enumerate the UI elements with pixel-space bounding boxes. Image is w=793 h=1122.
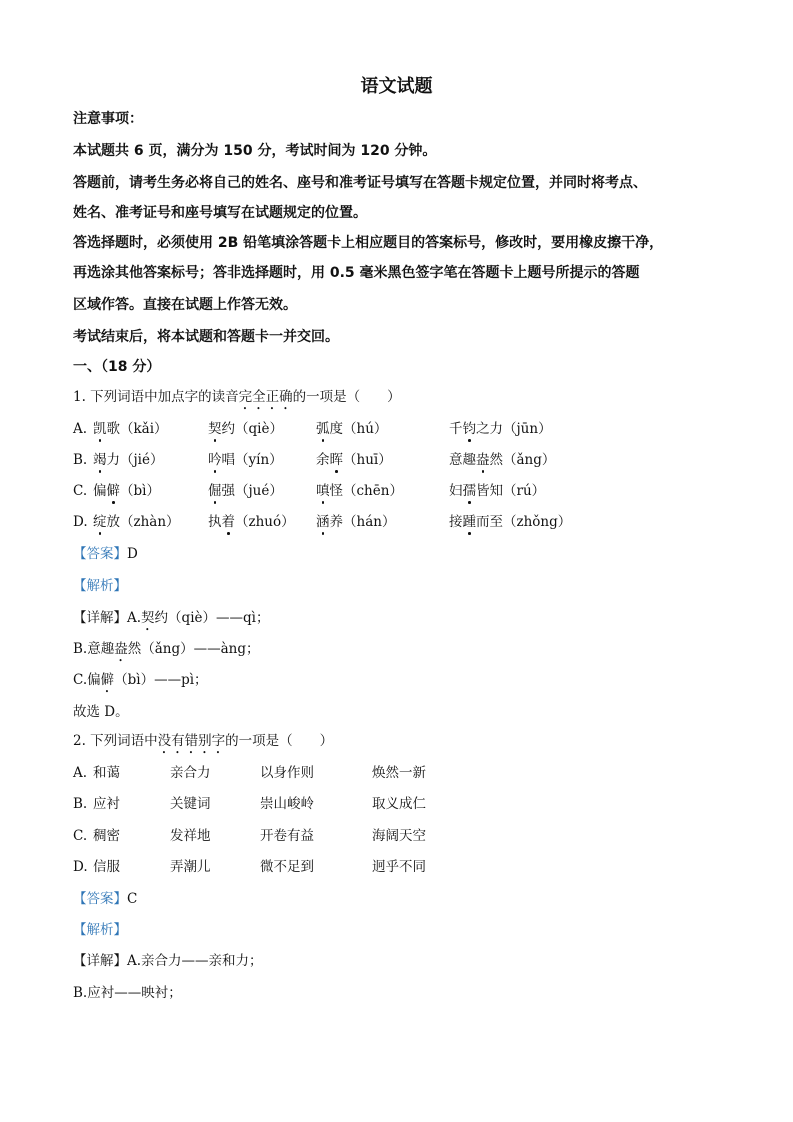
option-item: 迥乎不同 xyxy=(372,859,426,875)
pinyin: （hú） xyxy=(343,421,388,437)
word-wrap xyxy=(316,513,343,531)
notes-heading: 注意事项： xyxy=(73,111,143,127)
q2-detail-line xyxy=(73,984,182,1002)
q1-stem xyxy=(73,388,401,413)
emphasis-dot xyxy=(99,439,102,442)
word-wrap xyxy=(449,451,503,469)
pinyin: （rú） xyxy=(503,483,546,499)
option-item xyxy=(316,451,392,469)
option-label: A. xyxy=(73,765,88,781)
pinyin: （jūn） xyxy=(503,421,552,437)
option-word: 偏僻 xyxy=(93,483,120,499)
answer-tag: 【答案】 xyxy=(73,546,127,562)
option-word: 凯歌 xyxy=(93,421,120,437)
option-word: 千钧之力 xyxy=(449,421,503,437)
option-label: C. xyxy=(73,483,88,499)
option-word: 竭力 xyxy=(93,452,120,468)
option-item: 弄潮儿 xyxy=(170,859,211,875)
note-line: 姓名、准考证号和座号填写在试题规定的位置。 xyxy=(73,205,367,221)
option-item: 亲合力 xyxy=(170,765,211,781)
answer-value: D xyxy=(127,546,138,562)
option-label: A. xyxy=(73,421,88,437)
q2-answer xyxy=(73,890,137,908)
option-word: 绽放 xyxy=(93,514,120,530)
option-item xyxy=(208,482,283,500)
option-item: 焕然一新 xyxy=(372,765,426,781)
option-item: 以身作则 xyxy=(260,765,314,781)
option-item xyxy=(208,451,283,469)
q2-stem xyxy=(73,732,333,757)
option-word: 弧度 xyxy=(316,421,343,437)
option-item xyxy=(93,451,164,469)
option-label: B. xyxy=(73,796,88,812)
answer-tag: 【答案】 xyxy=(73,891,127,907)
emphasis-dot xyxy=(468,532,471,535)
option-item: 取义成仁 xyxy=(372,796,426,812)
option-item xyxy=(316,482,403,500)
word-wrap xyxy=(208,420,235,438)
pinyin: （jué） xyxy=(235,483,283,499)
word-wrap xyxy=(208,482,235,500)
note-line: 再选涂其他答案标号；答非选择题时，用 0.5 毫米黑色签字笔在答题卡上题号所提示的答题 xyxy=(73,265,640,281)
text-run: 【详解】A.亲合力——亲和力； xyxy=(73,953,263,969)
option-word: 接踵而至 xyxy=(449,514,503,530)
option-label: D. xyxy=(73,859,88,875)
option-item xyxy=(93,513,180,531)
option-item: 海阔天空 xyxy=(372,828,426,844)
pinyin: （yín） xyxy=(235,452,283,468)
option-item xyxy=(449,420,552,438)
emphasis-dot xyxy=(322,501,325,504)
page-title: 语文试题 xyxy=(360,76,433,97)
q1-answer xyxy=(73,545,138,563)
option-item: 崇山峻岭 xyxy=(260,796,314,812)
emphasis-dot xyxy=(99,470,102,473)
text-run: 然（ǎng）——àng； xyxy=(127,641,260,657)
option-word: 嗔怪 xyxy=(316,483,343,499)
word-wrap xyxy=(316,420,343,438)
option-item: 关键词 xyxy=(170,796,211,812)
word-wrap xyxy=(449,420,503,438)
emphasis-dot xyxy=(99,532,102,535)
pinyin: （jié） xyxy=(120,452,164,468)
emphasized-text: 完全正确 xyxy=(238,389,293,405)
pinyin: （chēn） xyxy=(343,483,403,499)
text-run: 约（qiè）——qì； xyxy=(154,610,270,626)
answer-value: C xyxy=(127,891,138,907)
q2-analysis-tag: 【解析】 xyxy=(73,922,127,938)
q1-detail-line xyxy=(73,640,260,665)
pinyin: （hán） xyxy=(343,514,396,530)
text-run: C.偏 xyxy=(73,672,101,688)
emphasis-dot xyxy=(468,501,471,504)
word-wrap xyxy=(316,451,343,469)
text-run: 故选 D。 xyxy=(73,704,129,720)
note-line: 答选择题时，必须使用 2B 铅笔填涂答题卡上相应题目的答案标号，修改时，要用橡皮擦干净， xyxy=(73,235,664,251)
option-item: 应衬 xyxy=(93,796,120,812)
emphasized-text: 契 xyxy=(141,610,155,626)
emphasis-dot xyxy=(214,501,217,504)
emphasis-dot xyxy=(227,532,230,535)
option-item: 微不足到 xyxy=(260,859,314,875)
option-item: 信服 xyxy=(93,859,120,875)
text-run: 【详解】A. xyxy=(73,610,142,626)
q1-detail-line xyxy=(73,609,269,634)
option-item xyxy=(93,420,168,438)
option-word: 妇孺皆知 xyxy=(449,483,503,499)
option-word: 吟唱 xyxy=(208,452,235,468)
word-wrap xyxy=(93,420,120,438)
word-wrap xyxy=(449,513,503,531)
emphasis-dot xyxy=(482,470,485,473)
emphasis-dot xyxy=(322,532,325,535)
option-item xyxy=(93,482,160,500)
option-item xyxy=(208,513,295,531)
option-item xyxy=(208,420,283,438)
pinyin: （huī） xyxy=(343,452,392,468)
option-item xyxy=(316,420,387,438)
emphasis-dot xyxy=(214,470,217,473)
q2-detail-line xyxy=(73,952,263,970)
q1-detail-line xyxy=(73,671,208,696)
pinyin: （kǎi） xyxy=(120,421,168,437)
word-wrap xyxy=(93,513,120,531)
word-wrap xyxy=(449,482,503,500)
text-run: 的一项是（ ） xyxy=(225,733,334,749)
q1-detail-line xyxy=(73,703,129,721)
emphasis-dot xyxy=(468,439,471,442)
text-run: B.意趣 xyxy=(73,641,115,657)
pinyin: （zhǒng） xyxy=(503,514,572,530)
pinyin: （zhuó） xyxy=(235,514,295,530)
option-word: 涵养 xyxy=(316,514,343,530)
word-wrap xyxy=(208,451,235,469)
pinyin: （bì） xyxy=(120,483,160,499)
option-item: 和蔼 xyxy=(93,765,120,781)
note-line: 考试结束后，将本试题和答题卡一并交回。 xyxy=(73,329,339,345)
option-item: 发祥地 xyxy=(170,828,211,844)
word-wrap xyxy=(93,482,120,500)
option-label: C. xyxy=(73,828,88,844)
note-line: 答题前，请考生务必将自己的姓名、座号和准考证号填写在答题卡规定位置，并同时将考点、 xyxy=(73,175,647,191)
emphasis-dot xyxy=(214,439,217,442)
emphasis-dot xyxy=(335,470,338,473)
option-label: D. xyxy=(73,514,88,530)
text-run: 的一项是（ ） xyxy=(292,389,401,405)
option-word: 倔强 xyxy=(208,483,235,499)
option-item: 开卷有益 xyxy=(260,828,314,844)
pinyin: （qiè） xyxy=(235,421,283,437)
option-item xyxy=(449,482,545,500)
emphasis-dot xyxy=(322,439,325,442)
word-wrap xyxy=(93,451,120,469)
note-line: 本试题共 6 页，满分为 150 分，考试时间为 120 分钟。 xyxy=(73,143,437,159)
option-item xyxy=(316,513,395,531)
note-line: 区域作答。直接在试题上作答无效。 xyxy=(73,297,297,313)
emphasized-text: 盎 xyxy=(114,641,128,657)
option-word: 余晖 xyxy=(316,452,343,468)
text-run: 2. 下列词语中 xyxy=(73,733,158,749)
pinyin: （ǎng） xyxy=(503,452,556,468)
option-word: 契约 xyxy=(208,421,235,437)
option-label: B. xyxy=(73,452,88,468)
emphasized-text: 没有错别字 xyxy=(157,733,226,749)
option-word: 执着 xyxy=(208,514,235,530)
option-word: 意趣盎然 xyxy=(449,452,503,468)
word-wrap xyxy=(316,482,343,500)
option-item xyxy=(449,513,571,531)
option-item xyxy=(449,451,555,469)
option-item: 稠密 xyxy=(93,828,120,844)
pinyin: （zhàn） xyxy=(120,514,180,530)
section-heading: 一、（18 分） xyxy=(73,359,161,375)
text-run: B.应衬——映衬； xyxy=(73,985,182,1001)
emphasis-dot xyxy=(112,501,115,504)
emphasized-text: 僻 xyxy=(100,672,115,688)
word-wrap xyxy=(208,513,235,531)
q1-analysis-tag: 【解析】 xyxy=(73,578,127,594)
text-run: （bì）——pì； xyxy=(114,672,208,688)
text-run: 1. 下列词语中加点字的读音 xyxy=(73,389,239,405)
